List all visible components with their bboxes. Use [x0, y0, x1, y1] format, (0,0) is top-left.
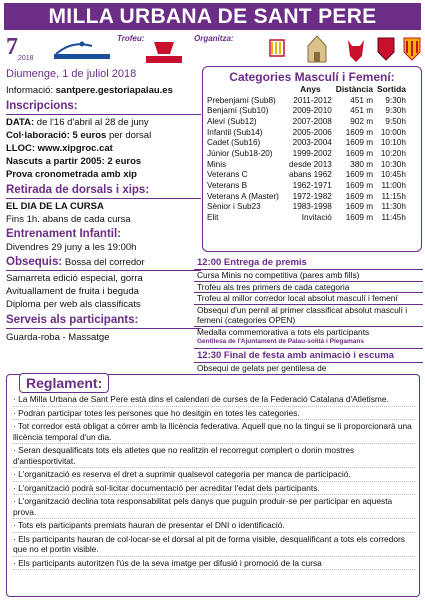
reglament-text: La Milla Urbana de Sant Pere està dins el calendari de curses de la Federació Catalana d'Atletisme.: [18, 394, 389, 404]
category-cell: 2011-2012: [293, 95, 332, 105]
category-cell: 1609 m: [345, 191, 374, 201]
premis-item: Trofeu als tres primers de cada categoria: [194, 281, 423, 293]
reglament-box: [6, 374, 420, 597]
category-row: [205, 127, 408, 138]
category-cell: 2007-2008: [292, 116, 332, 126]
category-cell: 1972-1982: [292, 191, 332, 201]
reglament-text: L'organització es reserva el dret a suprimir qualsevol categoria per manca de participació.: [18, 469, 351, 479]
reglament-text: L'organització declina tota responsabilitat pels danys que puguin produir-se per participar en aquesta prova.: [13, 496, 393, 517]
category-cell: 10:30h: [380, 159, 406, 169]
category-cell: Infantil (Sub14): [207, 127, 263, 137]
category-cell: 11:30h: [381, 202, 406, 212]
edition-logo: 7 2018: [6, 34, 34, 62]
categories-title: Categories Masculí i Femení:: [229, 70, 395, 84]
category-row: [205, 212, 408, 223]
category-row: [205, 137, 408, 148]
category-cell: Prebenjamí (Sub8): [207, 95, 276, 105]
category-cell: Cadet (Sub16): [207, 138, 261, 148]
category-cell: 1609 m: [345, 213, 374, 223]
final-heading: 12:30 Final de festa amb animació i escuma: [194, 348, 423, 362]
category-row: [205, 202, 408, 213]
bullet-icon: ·: [13, 445, 19, 455]
categories-box: [202, 66, 422, 252]
category-cell: Elit: [207, 213, 219, 223]
category-cell: abans 1962: [289, 170, 332, 180]
col-header: Sortida: [377, 84, 406, 95]
category-cell: 9:30h: [385, 106, 406, 116]
premis-heading: 12:00 Entrega de premis: [197, 257, 307, 268]
inscripcions-line: Prova cronometrada amb xip: [6, 169, 137, 180]
inscripcions-heading: Inscripcions:: [6, 100, 78, 112]
organitza-label: Organitza:: [194, 34, 234, 43]
gelats-line: Obsequi de gelats per gentilesa de: [194, 362, 423, 374]
bullet-icon: ·: [13, 469, 19, 479]
inscripcions-line: Nascuts a partir 2005: 2 euros: [6, 156, 142, 167]
category-cell: 1999-2002: [292, 148, 332, 158]
category-cell: 1609 m: [345, 148, 374, 158]
category-cell: 1609 m: [345, 138, 374, 148]
reglament-item: [13, 444, 415, 468]
dorsals-bold: EL DIA DE LA CURSA: [6, 201, 104, 212]
reglament-heading: Reglament:: [19, 373, 109, 393]
category-cell: 1609 m: [345, 181, 374, 191]
category-row: [205, 95, 408, 106]
divider: [6, 328, 201, 329]
serveis-text: Guarda-roba - Massatge: [6, 332, 110, 343]
category-cell: Invitació: [301, 213, 332, 223]
reglament-list: [13, 393, 415, 570]
bullet-icon: ·: [13, 496, 19, 506]
reglament-text: Podran participar totes les persones que ho desitgin en totes les categories.: [18, 407, 300, 418]
category-cell: Veterans A (Master): [207, 191, 279, 201]
reglament-item: [13, 420, 415, 444]
category-cell: Minis: [207, 159, 227, 169]
inscripcions-line: DATA: de l'16 d'abril al 28 de juny: [6, 117, 149, 128]
category-cell: 10:10h: [380, 138, 406, 148]
reglament-item: [13, 495, 415, 519]
category-cell: 902 m: [350, 116, 374, 126]
category-cell: Sènior i Sub23: [207, 202, 261, 212]
reglament-item: [13, 468, 415, 482]
bullet-icon: ·: [13, 482, 19, 493]
category-cell: Aleví (Sub12): [207, 116, 257, 126]
category-cell: 11:00h: [381, 181, 406, 191]
inscripcions-line: LLOC: www.xipgroc.cat: [6, 143, 113, 154]
reglament-text: Tots els participants premiats hauran de presentar el DNI o identificació.: [17, 520, 285, 530]
bullet-icon: ·: [13, 520, 18, 530]
reglament-item: [13, 557, 415, 571]
bullet-icon: ·: [13, 407, 19, 418]
entrenament-heading: Entrenament Infantil:: [6, 228, 122, 240]
category-cell: 380 m: [350, 159, 374, 169]
shield-logo: [402, 36, 422, 62]
category-row: [205, 159, 408, 170]
obsequis-item: Samarreta edició especial, gorra: [6, 273, 143, 284]
reglament-text: Els participants hauran de col·locar-se el dorsal al pit de forma visible, desqualificant a tots els corredors que no el portin visible.: [13, 533, 405, 554]
reglament-text: Els participants autoritzen l'ús de la seva imatge per difusió i promoció de la cursa: [18, 557, 322, 568]
category-row: [205, 116, 408, 127]
obsequis-line: Obsequis: Bossa del corredor: [6, 256, 145, 268]
reglament-item: [13, 482, 415, 496]
category-cell: 11:45h: [381, 213, 406, 223]
dorsals-heading: Retirada de dorsals i xips:: [6, 184, 150, 196]
generali-logo: [144, 40, 184, 64]
category-row: [205, 180, 408, 191]
category-cell: 1983-1998: [292, 202, 332, 212]
category-cell: 2003-2004: [292, 138, 332, 148]
category-cell: 1609 m: [345, 170, 374, 180]
reglament-text: L'organització podrà sol·licitar documentació per acreditar l'edat dels participants.: [18, 482, 320, 493]
bullet-icon: ·: [13, 557, 19, 568]
ajuntament-logo: [264, 38, 290, 64]
col-header: [205, 84, 287, 95]
divider: [6, 114, 201, 115]
categories-table: [205, 84, 408, 223]
category-cell: 1609 m: [345, 202, 374, 212]
bullet-icon: ·: [13, 394, 19, 404]
category-row: [205, 105, 408, 116]
page-title: MILLA URBANA DE SANT PERE: [4, 3, 421, 30]
club-logo: [376, 36, 396, 62]
col-header: Anys: [300, 84, 321, 95]
category-row: [205, 191, 408, 202]
devils-logo: [344, 36, 368, 64]
category-cell: 2005-2006: [292, 127, 332, 137]
trofeu-label: Trofeu:: [117, 34, 145, 43]
category-cell: 451 m: [350, 95, 374, 105]
info-line: Informació: santpere.gestoriapalau.es: [6, 85, 173, 96]
category-cell: 2009-2010: [292, 106, 332, 116]
category-row: [205, 148, 408, 159]
reglament-text: Tot corredor està obligat a córrer amb la llicència federativa. Aquell que no la tingui se li proporcionarà una llicència temporal d'un dia.: [13, 421, 412, 442]
event-date: Diumenge, 1 de juliol 2018: [6, 68, 137, 80]
category-cell: 10:20h: [380, 148, 406, 158]
dorsals-text: Fins 1h. abans de cada cursa: [6, 214, 131, 225]
reglament-item: [13, 519, 415, 533]
col-header: Distància: [335, 84, 374, 95]
athletics-club-logo: [52, 38, 112, 60]
divider: [6, 198, 201, 199]
category-cell: Júnior (Sub18-20): [207, 148, 273, 158]
inscripcions-line: Col·laboració: 5 euros per dorsal: [6, 130, 152, 141]
reglament-item: [13, 407, 415, 421]
category-cell: 451 m: [350, 106, 374, 116]
category-cell: 10:45h: [380, 170, 406, 180]
category-row: [205, 170, 408, 181]
category-cell: 1962-1971: [292, 181, 332, 191]
premis-item: Trofeu al millor corredor local absolut masculí i femení: [194, 292, 423, 304]
premis-item: Obsequi d'un pernil al primer classificat absolut masculí i femení (categories OPEN): [194, 304, 423, 326]
category-cell: 1609 m: [345, 127, 374, 137]
entrenament-text: Divendres 29 juny a les 19:00h: [6, 242, 137, 253]
category-cell: Benjamí (Sub10): [207, 106, 269, 116]
obsequis-item: Avituallament de fruita i beguda: [6, 286, 139, 297]
category-cell: 9:30h: [385, 95, 406, 105]
obsequis-item: Diploma per web als classificats: [6, 299, 141, 310]
premis-item: Medalla commemorativa a tots els participants: [194, 326, 423, 338]
bullet-icon: ·: [13, 421, 18, 431]
premis-item: Cursa Minis no competitiva (pares amb fills): [194, 269, 423, 281]
logo-strip: [4, 32, 421, 66]
reglament-item: [13, 393, 415, 407]
premis-gentilesa: Gentilesa de l'Ajuntament de Palau-solità i Plegamans: [197, 338, 364, 345]
church-logo: [304, 34, 330, 64]
divider: [6, 270, 201, 271]
serveis-heading: Serveis als participants:: [6, 314, 139, 326]
reglament-item: [13, 533, 415, 557]
category-cell: Veterans B: [207, 181, 248, 191]
category-cell: Veterans C: [207, 170, 248, 180]
category-cell: 10:00h: [380, 127, 406, 137]
reglament-text: Seran desqualificats tots els atletes que no realitzin el recorregut complert o donin mostres d'antiesportivitat.: [13, 445, 355, 466]
category-cell: 11:15h: [381, 191, 406, 201]
bullet-icon: ·: [13, 533, 19, 544]
category-cell: desde 2013: [289, 159, 332, 169]
premis-box: [194, 256, 423, 373]
category-cell: 9:50h: [385, 116, 406, 126]
